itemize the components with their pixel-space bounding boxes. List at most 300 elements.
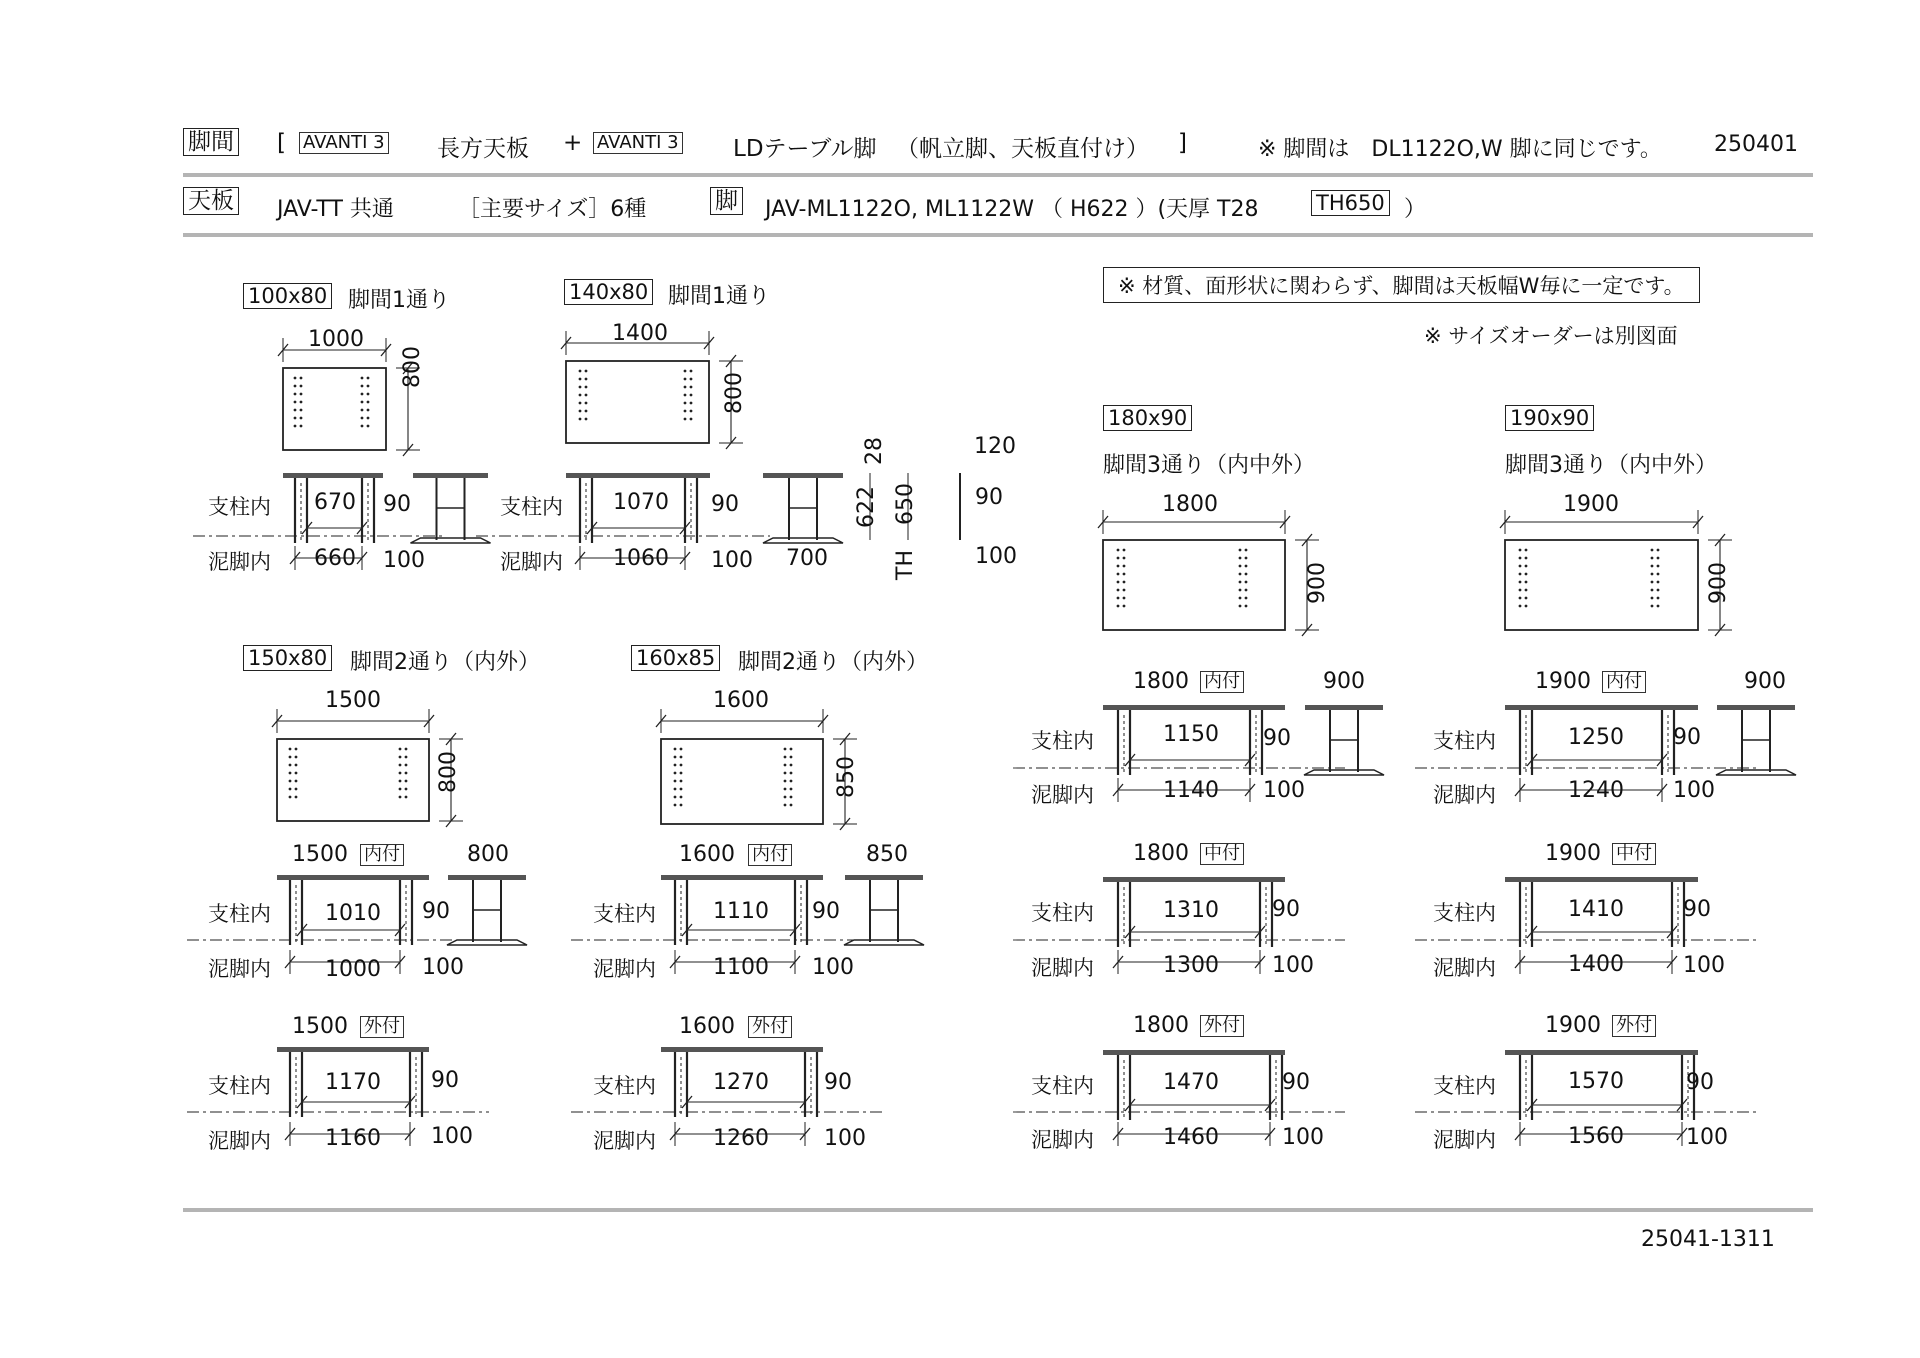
- leg-footprint-dots: [790, 756, 793, 759]
- leg-footprint-dots: [690, 394, 693, 397]
- leg-footprint-dots: [361, 417, 364, 420]
- w-180-outer: 1800: [1133, 1013, 1189, 1038]
- leg-footprint-dots: [684, 370, 687, 373]
- leg-footprint-dots: [1245, 605, 1248, 608]
- leg-footprint-dots: [1525, 581, 1528, 584]
- foot-label-180-outer: 泥脚内: [1031, 1128, 1094, 1152]
- side-leg-base: [844, 940, 924, 945]
- leg-footprint-dots: [289, 764, 292, 767]
- leg-footprint-dots: [1657, 573, 1660, 576]
- legend-100: 100: [975, 544, 1017, 569]
- leg-footprint-dots: [1519, 557, 1522, 560]
- pillar-label-160-inner: 支柱内: [593, 902, 656, 926]
- table-top-front: [1505, 705, 1698, 710]
- leg-footprint-dots: [295, 764, 298, 767]
- leg-footprint-dots: [784, 756, 787, 759]
- leg-footprint-dots: [399, 756, 402, 759]
- leg-footprint-dots: [674, 772, 677, 775]
- leg-footprint-dots: [1525, 605, 1528, 608]
- leg-footprint-dots: [295, 796, 298, 799]
- leg-footprint-dots: [680, 796, 683, 799]
- w-190-outer: 1900: [1545, 1013, 1601, 1038]
- side-190: 900: [1744, 669, 1786, 694]
- tag-180-inner: 内付: [1200, 671, 1244, 693]
- leg-footprint-dots: [690, 386, 693, 389]
- leg-footprint-dots: [300, 401, 303, 404]
- top-type: 長方天板: [437, 136, 529, 162]
- title-box-180x90: 180x90: [1103, 405, 1192, 431]
- header-note: ※ 脚間は DL1122O,W 脚に同じです。: [1258, 137, 1662, 162]
- leg-footprint-dots: [674, 764, 677, 767]
- leg-footprint-dots: [790, 804, 793, 807]
- pillar-off-140x80: 90: [711, 492, 739, 517]
- title-100x80: 脚間1通り: [348, 288, 450, 313]
- table-top-front: [277, 875, 429, 880]
- foot-off-140x80: 100: [711, 548, 753, 573]
- leg-footprint-dots: [784, 804, 787, 807]
- pillar-label-150-inner: 支柱内: [208, 902, 271, 926]
- leg-footprint-dots: [294, 417, 297, 420]
- pillar-label-180-inner: 支柱内: [1031, 729, 1094, 753]
- legend-650: 650: [893, 483, 918, 525]
- dim-depth-180x90: 900: [1305, 562, 1330, 604]
- leg-footprint-dots: [1519, 589, 1522, 592]
- tag-150-outer: 外付: [360, 1016, 404, 1038]
- leg-footprint-dots: [300, 393, 303, 396]
- leg-footprint-dots: [579, 410, 582, 413]
- foot-label-150-outer: 泥脚内: [208, 1129, 271, 1153]
- leg-footprint-dots: [1519, 581, 1522, 584]
- note-1: ※ 材質、面形状に関わらず、脚間は天板幅W毎に一定です。: [1103, 267, 1700, 303]
- foot-off-180-outer: 100: [1282, 1125, 1324, 1150]
- title-box-150x80: 150x80: [243, 645, 332, 671]
- dim-width-140x80: 1400: [612, 321, 668, 346]
- foot-180-outer: 1460: [1163, 1125, 1219, 1150]
- leg-footprint-dots: [367, 417, 370, 420]
- pillar-off-180-inner: 90: [1263, 726, 1291, 751]
- leg-footprint-dots: [579, 418, 582, 421]
- leg-footprint-dots: [1117, 565, 1120, 568]
- table-top-front: [283, 473, 383, 478]
- leg-footprint-dots: [1657, 589, 1660, 592]
- w-160-outer: 1600: [679, 1014, 735, 1039]
- leg-footprint-dots: [399, 748, 402, 751]
- pillar-label-150-outer: 支柱内: [208, 1074, 271, 1098]
- leg-footprint-dots: [1117, 549, 1120, 552]
- leg-footprint-dots: [790, 780, 793, 783]
- side-leg-base: [763, 538, 843, 543]
- w-150-inner: 1500: [292, 842, 348, 867]
- leg-footprint-dots: [680, 804, 683, 807]
- leg-footprint-dots: [579, 378, 582, 381]
- bracket-close: ]: [1178, 130, 1187, 156]
- table-top-front: [277, 1047, 429, 1052]
- table-top-plan: [1103, 540, 1285, 630]
- leg-footprint-dots: [674, 756, 677, 759]
- leg-footprint-dots: [289, 748, 292, 751]
- leg-footprint-dots: [367, 377, 370, 380]
- leg-footprint-dots: [289, 780, 292, 783]
- leg-footprint-dots: [399, 772, 402, 775]
- pillar-150-outer: 1170: [325, 1070, 381, 1095]
- leg-footprint-dots: [1123, 565, 1126, 568]
- foot-label-150-inner: 泥脚内: [208, 957, 271, 981]
- product-a-box: AVANTI 3: [299, 132, 389, 154]
- leg-footprint-dots: [294, 401, 297, 404]
- pillar-190-inner: 1250: [1568, 725, 1624, 750]
- title-140x80: 脚間1通り: [668, 284, 770, 309]
- side-150: 800: [467, 842, 509, 867]
- leg-footprint-dots: [674, 796, 677, 799]
- leg-footprint-dots: [294, 393, 297, 396]
- foot-off-180-inner: 100: [1263, 778, 1305, 803]
- leg-footprint-dots: [1651, 589, 1654, 592]
- leg-footprint-dots: [684, 378, 687, 381]
- leg-footprint-dots: [1651, 581, 1654, 584]
- side-140x80: 700: [786, 546, 828, 571]
- foot-140x80: 1060: [613, 546, 669, 571]
- leg-footprint-dots: [1239, 565, 1242, 568]
- leg-footprint-dots: [300, 409, 303, 412]
- leg-footprint-dots: [1245, 597, 1248, 600]
- table-top-plan: [566, 361, 709, 443]
- leg-footprint-dots: [1519, 565, 1522, 568]
- pillar-160-outer: 1270: [713, 1070, 769, 1095]
- w-190-middle: 1900: [1545, 841, 1601, 866]
- foot-190-middle: 1400: [1568, 952, 1624, 977]
- bracket-open: [: [277, 130, 286, 156]
- pillar-off-190-inner: 90: [1673, 725, 1701, 750]
- side-leg-base: [447, 940, 527, 945]
- pillar-180-inner: 1150: [1163, 722, 1219, 747]
- foot-label-180-inner: 泥脚内: [1031, 783, 1094, 807]
- foot-off-150-inner: 100: [422, 955, 464, 980]
- leg-footprint-dots: [295, 772, 298, 775]
- foot-label-180-middle: 泥脚内: [1031, 956, 1094, 980]
- leg-footprint-dots: [1245, 573, 1248, 576]
- leg-footprint-dots: [1525, 549, 1528, 552]
- dim-depth-160x85: 850: [834, 756, 859, 798]
- leg-footprint-dots: [361, 393, 364, 396]
- leg-footprint-dots: [1657, 565, 1660, 568]
- table-top-side: [1305, 705, 1383, 710]
- pillar-160-inner: 1110: [713, 899, 769, 924]
- leg-footprint-dots: [294, 377, 297, 380]
- pillar-label-190-inner: 支柱内: [1433, 729, 1496, 753]
- pillar-label-190-middle: 支柱内: [1433, 901, 1496, 925]
- pillar-180-outer: 1470: [1163, 1070, 1219, 1095]
- leg-footprint-dots: [295, 788, 298, 791]
- leg-footprint-dots: [1123, 581, 1126, 584]
- leg-footprint-dots: [585, 394, 588, 397]
- leg-footprint-dots: [684, 410, 687, 413]
- leg-footprint-dots: [1117, 597, 1120, 600]
- header-tag-legspacing: 脚間: [183, 128, 239, 156]
- pillar-off-190-outer: 90: [1686, 1070, 1714, 1095]
- leg-footprint-dots: [585, 418, 588, 421]
- legend-622: 622: [854, 486, 879, 528]
- dim-width-160x85: 1600: [713, 688, 769, 713]
- foot-off-190-inner: 100: [1673, 778, 1715, 803]
- leg-type: LDテーブル脚: [733, 136, 877, 162]
- leg-footprint-dots: [1525, 597, 1528, 600]
- top-code: JAV-TT 共通: [277, 197, 394, 222]
- leg-footprint-dots: [405, 764, 408, 767]
- leg-footprint-dots: [1117, 557, 1120, 560]
- leg-footprint-dots: [294, 425, 297, 428]
- plus-sign: +: [563, 130, 583, 156]
- leg-footprint-dots: [1657, 597, 1660, 600]
- pillar-190-middle: 1410: [1568, 897, 1624, 922]
- th-box: TH650: [1311, 190, 1390, 216]
- leg-footprint-dots: [674, 748, 677, 751]
- leg-footprint-dots: [674, 788, 677, 791]
- leg-footprint-dots: [1525, 573, 1528, 576]
- leg-footprint-dots: [1519, 549, 1522, 552]
- pillar-off-150-outer: 90: [431, 1068, 459, 1093]
- leg-footprint-dots: [361, 425, 364, 428]
- leg-footprint-dots: [790, 788, 793, 791]
- leg-footprint-dots: [295, 780, 298, 783]
- leg-footprint-dots: [1239, 597, 1242, 600]
- leg-footprint-dots: [1239, 589, 1242, 592]
- leg-footprint-dots: [289, 796, 292, 799]
- leg-footprint-dots: [295, 756, 298, 759]
- leg-footprint-dots: [784, 748, 787, 751]
- pillar-off-100x80: 90: [383, 492, 411, 517]
- leg-footprint-dots: [1239, 557, 1242, 560]
- table-top-plan: [1505, 540, 1698, 630]
- foot-label-140x80: 泥脚内: [500, 550, 563, 574]
- dim-depth-150x80: 800: [436, 751, 461, 793]
- table-top-side: [413, 473, 488, 478]
- pillar-100x80: 670: [314, 490, 356, 515]
- title-150x80: 脚間2通り（内外）: [350, 650, 540, 675]
- leg-footprint-dots: [784, 772, 787, 775]
- leg-footprint-dots: [405, 772, 408, 775]
- leg-footprint-dots: [790, 764, 793, 767]
- leg-footprint-dots: [784, 788, 787, 791]
- leg-footprint-dots: [680, 764, 683, 767]
- leg-footprint-dots: [1123, 605, 1126, 608]
- title-190x90: 脚間3通り（内中外）: [1505, 453, 1717, 478]
- foot-off-190-middle: 100: [1683, 953, 1725, 978]
- title-box-190x90: 190x90: [1505, 405, 1594, 431]
- leg-footprint-dots: [1245, 549, 1248, 552]
- tag-190-outer: 外付: [1612, 1015, 1656, 1037]
- leg-footprint-dots: [1525, 557, 1528, 560]
- leg-footprint-dots: [684, 418, 687, 421]
- leg-note: （帆立脚、天板直付け）: [896, 136, 1149, 162]
- leg-footprint-dots: [361, 385, 364, 388]
- leg-footprint-dots: [294, 409, 297, 412]
- leg-footprint-dots: [405, 788, 408, 791]
- title-box-100x80: 100x80: [243, 283, 332, 309]
- leg-footprint-dots: [294, 385, 297, 388]
- leg-footprint-dots: [579, 386, 582, 389]
- dim-depth-140x80: 800: [722, 372, 747, 414]
- pillar-off-190-middle: 90: [1683, 897, 1711, 922]
- leg-footprint-dots: [399, 796, 402, 799]
- leg-footprint-dots: [367, 393, 370, 396]
- leg-footprint-dots: [690, 410, 693, 413]
- pillar-140x80: 1070: [613, 490, 669, 515]
- leg-footprint-dots: [674, 804, 677, 807]
- leg-footprint-dots: [1657, 605, 1660, 608]
- leg-code: JAV-ML1122O, ML1122W （ H622 ）(天厚 T28: [765, 197, 1259, 222]
- leg-footprint-dots: [405, 748, 408, 751]
- leg-footprint-dots: [1123, 589, 1126, 592]
- leg-footprint-dots: [790, 748, 793, 751]
- leg-footprint-dots: [1657, 581, 1660, 584]
- leg-footprint-dots: [790, 772, 793, 775]
- leg-footprint-dots: [1651, 565, 1654, 568]
- table-top-front: [661, 875, 823, 880]
- leg-footprint-dots: [1123, 549, 1126, 552]
- w-150-outer: 1500: [292, 1014, 348, 1039]
- leg-footprint-dots: [784, 764, 787, 767]
- dim-width-190x90: 1900: [1563, 492, 1619, 517]
- leg-footprint-dots: [289, 756, 292, 759]
- pillar-off-180-middle: 90: [1272, 897, 1300, 922]
- leg-footprint-dots: [680, 788, 683, 791]
- leg-footprint-dots: [1245, 581, 1248, 584]
- leg-footprint-dots: [1239, 581, 1242, 584]
- leg-footprint-dots: [684, 394, 687, 397]
- leg-footprint-dots: [405, 796, 408, 799]
- leg-footprint-dots: [361, 409, 364, 412]
- leg-footprint-dots: [1519, 573, 1522, 576]
- title-160x85: 脚間2通り（内外）: [738, 650, 928, 675]
- leg-footprint-dots: [367, 409, 370, 412]
- leg-footprint-dots: [1651, 549, 1654, 552]
- pillar-150-inner: 1010: [325, 901, 381, 926]
- leg-footprint-dots: [784, 780, 787, 783]
- w-190-inner: 1900: [1535, 669, 1591, 694]
- table-top-front: [1103, 877, 1285, 882]
- dim-width-150x80: 1500: [325, 688, 381, 713]
- foot-160-outer: 1260: [713, 1126, 769, 1151]
- tag-190-middle: 中付: [1612, 843, 1656, 865]
- pillar-180-middle: 1310: [1163, 898, 1219, 923]
- side-leg-base: [1304, 770, 1384, 775]
- leg-footprint-dots: [399, 780, 402, 783]
- foot-off-160-inner: 100: [812, 955, 854, 980]
- table-top-side: [448, 875, 526, 880]
- dim-width-180x90: 1800: [1162, 492, 1218, 517]
- leg-footprint-dots: [289, 772, 292, 775]
- leg-footprint-dots: [1519, 605, 1522, 608]
- pillar-label-190-outer: 支柱内: [1433, 1074, 1496, 1098]
- leg-footprint-dots: [579, 394, 582, 397]
- table-top-plan: [661, 739, 823, 824]
- title-180x90: 脚間3通り（内中外）: [1103, 453, 1315, 478]
- tag-160-inner: 内付: [748, 844, 792, 866]
- leg-footprint-dots: [300, 377, 303, 380]
- side-leg-base: [1716, 770, 1796, 775]
- table-top-front: [1505, 877, 1698, 882]
- product-b-box: AVANTI 3: [593, 132, 683, 154]
- leg-footprint-dots: [680, 772, 683, 775]
- leg-footprint-dots: [784, 796, 787, 799]
- tag-160-outer: 外付: [748, 1016, 792, 1038]
- leg-footprint-dots: [1123, 597, 1126, 600]
- legend-120: 120: [974, 434, 1016, 459]
- leg-footprint-dots: [1123, 573, 1126, 576]
- pillar-label-100x80: 支柱内: [208, 495, 271, 519]
- leg-footprint-dots: [690, 370, 693, 373]
- legend-28: 28: [862, 437, 887, 465]
- pillar-off-160-inner: 90: [812, 899, 840, 924]
- tag-190-inner: 内付: [1602, 671, 1646, 693]
- foot-off-190-outer: 100: [1686, 1125, 1728, 1150]
- header-tag-leg: 脚: [710, 187, 743, 215]
- leg-footprint-dots: [405, 756, 408, 759]
- leg-footprint-dots: [690, 402, 693, 405]
- leg-footprint-dots: [1245, 565, 1248, 568]
- w-160-inner: 1600: [679, 842, 735, 867]
- title-box-160x85: 160x85: [631, 645, 720, 671]
- tag-150-inner: 内付: [360, 844, 404, 866]
- foot-180-middle: 1300: [1163, 953, 1219, 978]
- leg-footprint-dots: [684, 386, 687, 389]
- table-top-front: [566, 473, 710, 478]
- leg-footprint-dots: [579, 402, 582, 405]
- leg-footprint-dots: [1245, 589, 1248, 592]
- leg-footprint-dots: [367, 401, 370, 404]
- leg-footprint-dots: [1239, 605, 1242, 608]
- leg-footprint-dots: [680, 756, 683, 759]
- leg-footprint-dots: [1239, 573, 1242, 576]
- leg-footprint-dots: [1651, 573, 1654, 576]
- leg-footprint-dots: [300, 417, 303, 420]
- leg-footprint-dots: [361, 401, 364, 404]
- leg-footprint-dots: [1117, 581, 1120, 584]
- foot-off-160-outer: 100: [824, 1126, 866, 1151]
- note-2: ※ サイズオーダーは別図面: [1424, 324, 1678, 348]
- leg-footprint-dots: [790, 796, 793, 799]
- row2-close: ）: [1404, 197, 1427, 222]
- leg-footprint-dots: [361, 377, 364, 380]
- legend-th: TH: [893, 550, 918, 580]
- leg-footprint-dots: [690, 418, 693, 421]
- leg-footprint-dots: [585, 378, 588, 381]
- dim-depth-100x80: 800: [400, 346, 425, 388]
- pillar-off-180-outer: 90: [1282, 1070, 1310, 1095]
- pillar-off-160-outer: 90: [824, 1070, 852, 1095]
- foot-label-190-inner: 泥脚内: [1433, 783, 1496, 807]
- leg-footprint-dots: [680, 748, 683, 751]
- pillar-off-150-inner: 90: [422, 899, 450, 924]
- tag-180-outer: 外付: [1200, 1015, 1244, 1037]
- leg-footprint-dots: [585, 410, 588, 413]
- table-top-side: [845, 875, 923, 880]
- leg-footprint-dots: [1657, 549, 1660, 552]
- foot-100x80: 660: [314, 546, 356, 571]
- foot-150-outer: 1160: [325, 1126, 381, 1151]
- leg-footprint-dots: [1525, 589, 1528, 592]
- leg-footprint-dots: [1117, 573, 1120, 576]
- foot-190-inner: 1240: [1568, 778, 1624, 803]
- leg-footprint-dots: [399, 764, 402, 767]
- table-top-front: [661, 1047, 823, 1052]
- foot-label-160-inner: 泥脚内: [593, 957, 656, 981]
- header-tag-top: 天板: [183, 187, 239, 215]
- dim-depth-190x90: 900: [1706, 562, 1731, 604]
- leg-footprint-dots: [585, 386, 588, 389]
- side-180: 900: [1323, 669, 1365, 694]
- foot-label-190-middle: 泥脚内: [1433, 956, 1496, 980]
